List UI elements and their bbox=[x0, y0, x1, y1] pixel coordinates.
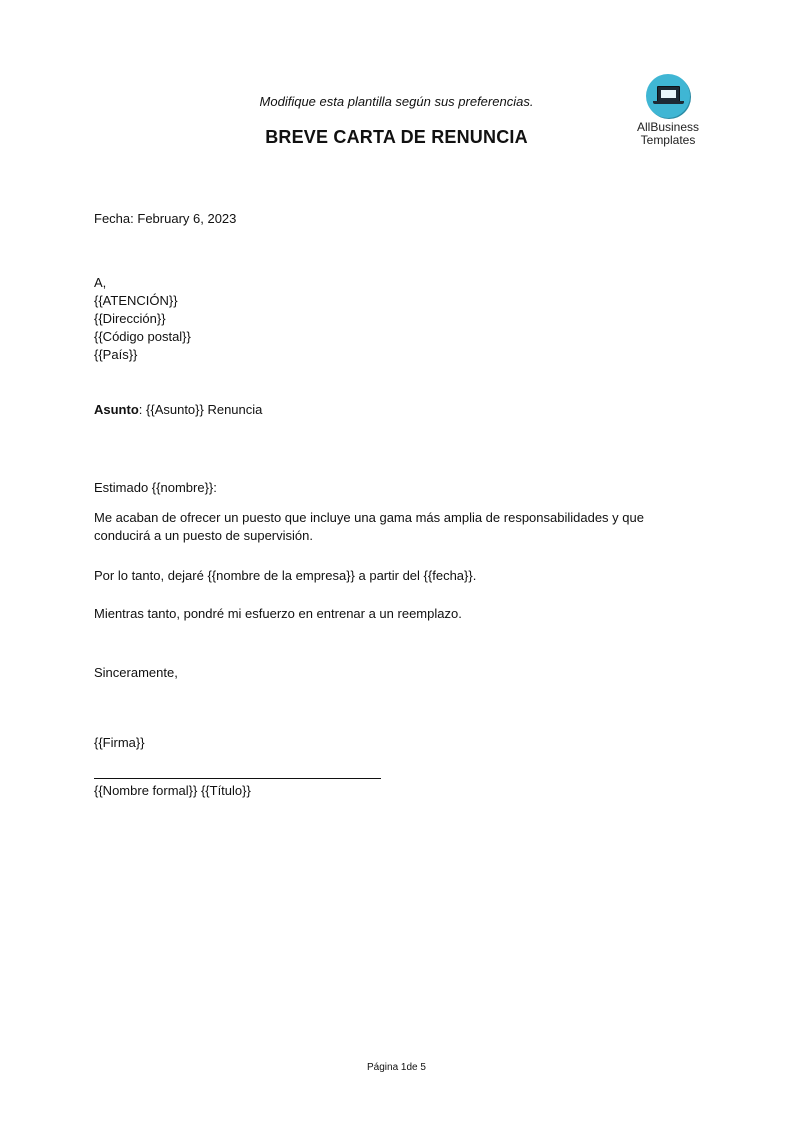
date-value: February 6, 2023 bbox=[137, 211, 237, 226]
recipient-block bbox=[94, 274, 191, 364]
recipient-line: A, bbox=[94, 275, 107, 290]
paragraph-line: conducirá a un puesto de supervisión. bbox=[94, 528, 313, 543]
date-line bbox=[94, 210, 236, 228]
paragraph-offer bbox=[94, 509, 644, 545]
paragraph-leaving: Por lo tanto, dejaré {{nombre de la empresa}} a partir del {{fecha}}. bbox=[94, 568, 477, 583]
recipient-line: {{País}} bbox=[94, 347, 138, 362]
signature-placeholder: {{Firma}} bbox=[94, 735, 145, 750]
page-number: Página 1de 5 bbox=[367, 1062, 426, 1073]
paragraph-training: Mientras tanto, pondré mi esfuerzo en entrenar a un reemplazo. bbox=[94, 606, 462, 621]
signature-line bbox=[94, 778, 381, 779]
recipient-line: {{Dirección}} bbox=[94, 311, 166, 326]
recipient-line: {{ATENCIÓN}} bbox=[94, 293, 178, 308]
closing: Sinceramente, bbox=[94, 665, 178, 680]
template-instruction: Modifique esta plantilla según sus preferencias. bbox=[259, 94, 534, 109]
document-title: BREVE CARTA DE RENUNCIA bbox=[265, 127, 528, 147]
recipient-line: {{Código postal}} bbox=[94, 329, 191, 344]
paragraph-line: Me acaban de ofrecer un puesto que incluye una gama más amplia de responsabilidades y que bbox=[94, 510, 644, 525]
allbusiness-logo bbox=[628, 74, 708, 147]
logo-line-2: Templates bbox=[640, 133, 696, 147]
date-label: Fecha: bbox=[94, 211, 134, 226]
name-title: {{Nombre formal}} {{Título}} bbox=[94, 783, 251, 798]
logo-line-1: AllBusiness bbox=[636, 120, 700, 134]
greeting: Estimado {{nombre}}: bbox=[94, 480, 217, 495]
subject-line bbox=[94, 401, 262, 419]
subject-value: : {{Asunto}} Renuncia bbox=[138, 402, 263, 417]
laptop-icon bbox=[646, 74, 690, 118]
logo-text bbox=[628, 121, 708, 147]
subject-label: Asunto bbox=[94, 402, 139, 417]
